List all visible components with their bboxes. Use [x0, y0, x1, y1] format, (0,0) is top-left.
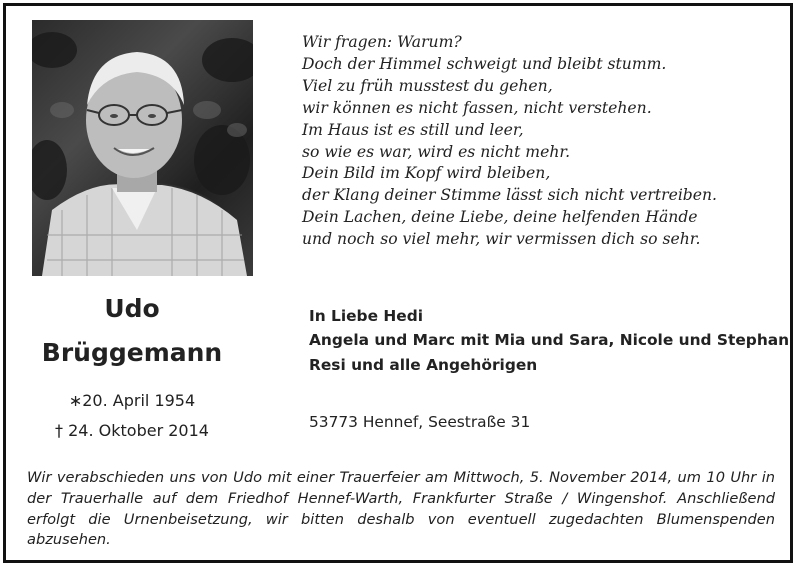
- deceased-first-name: Udo: [104, 294, 160, 323]
- family-line-3: Resi und alle Angehörigen: [309, 356, 538, 374]
- family-line-1: In Liebe Hedi: [309, 307, 423, 325]
- poem-line: Wir fragen: Warum?: [302, 33, 462, 51]
- poem-line: so wie es war, wird es nicht mehr.: [302, 142, 571, 161]
- poem-line: wir können es nicht fassen, nicht verstehen.: [302, 98, 652, 117]
- poem-line: Doch der Himmel schweigt und bleibt stumm.: [302, 54, 667, 73]
- poem-line: der Klang deiner Stimme lässt sich nicht vertreiben.: [302, 186, 718, 205]
- death-date: † 24. Oktober 2014: [55, 421, 209, 440]
- portrait-photo: [32, 20, 253, 276]
- poem-line: und noch so viel mehr, wir vermissen dich so sehr.: [302, 230, 701, 249]
- poem-line: Dein Lachen, deine Liebe, deine helfenden Hände: [302, 208, 698, 227]
- memorial-poem: [302, 32, 717, 251]
- funeral-notice: Wir verabschieden uns von Udo mit einer Trauerfeier am Mittwoch, 5. November 2014, um 10 Uhr in der Trauerhalle auf dem Friedhof Hennef-Warth, Frankfurter Straße / Wingenshof. Anschließend erfolgt die Urnenbeisetzung, wir bitten deshalb von eventuell zugedachten Blumenspenden abzusehen.: [27, 469, 775, 549]
- poem-line: Dein Bild im Kopf wird bleiben,: [302, 164, 551, 183]
- family-line-2: Angela und Marc mit Mia und Sara, Nicole und Stephan: [309, 331, 790, 349]
- deceased-last-name: Brüggemann: [41, 338, 223, 367]
- portrait-illustration: [32, 20, 253, 276]
- birth-date: ∗20. April 1954: [68, 391, 196, 410]
- poem-line: Viel zu früh musstest du gehen,: [302, 76, 553, 95]
- family-address: 53773 Hennef, Seestraße 31: [309, 413, 531, 431]
- poem-line: Im Haus ist es still und leer,: [302, 120, 524, 139]
